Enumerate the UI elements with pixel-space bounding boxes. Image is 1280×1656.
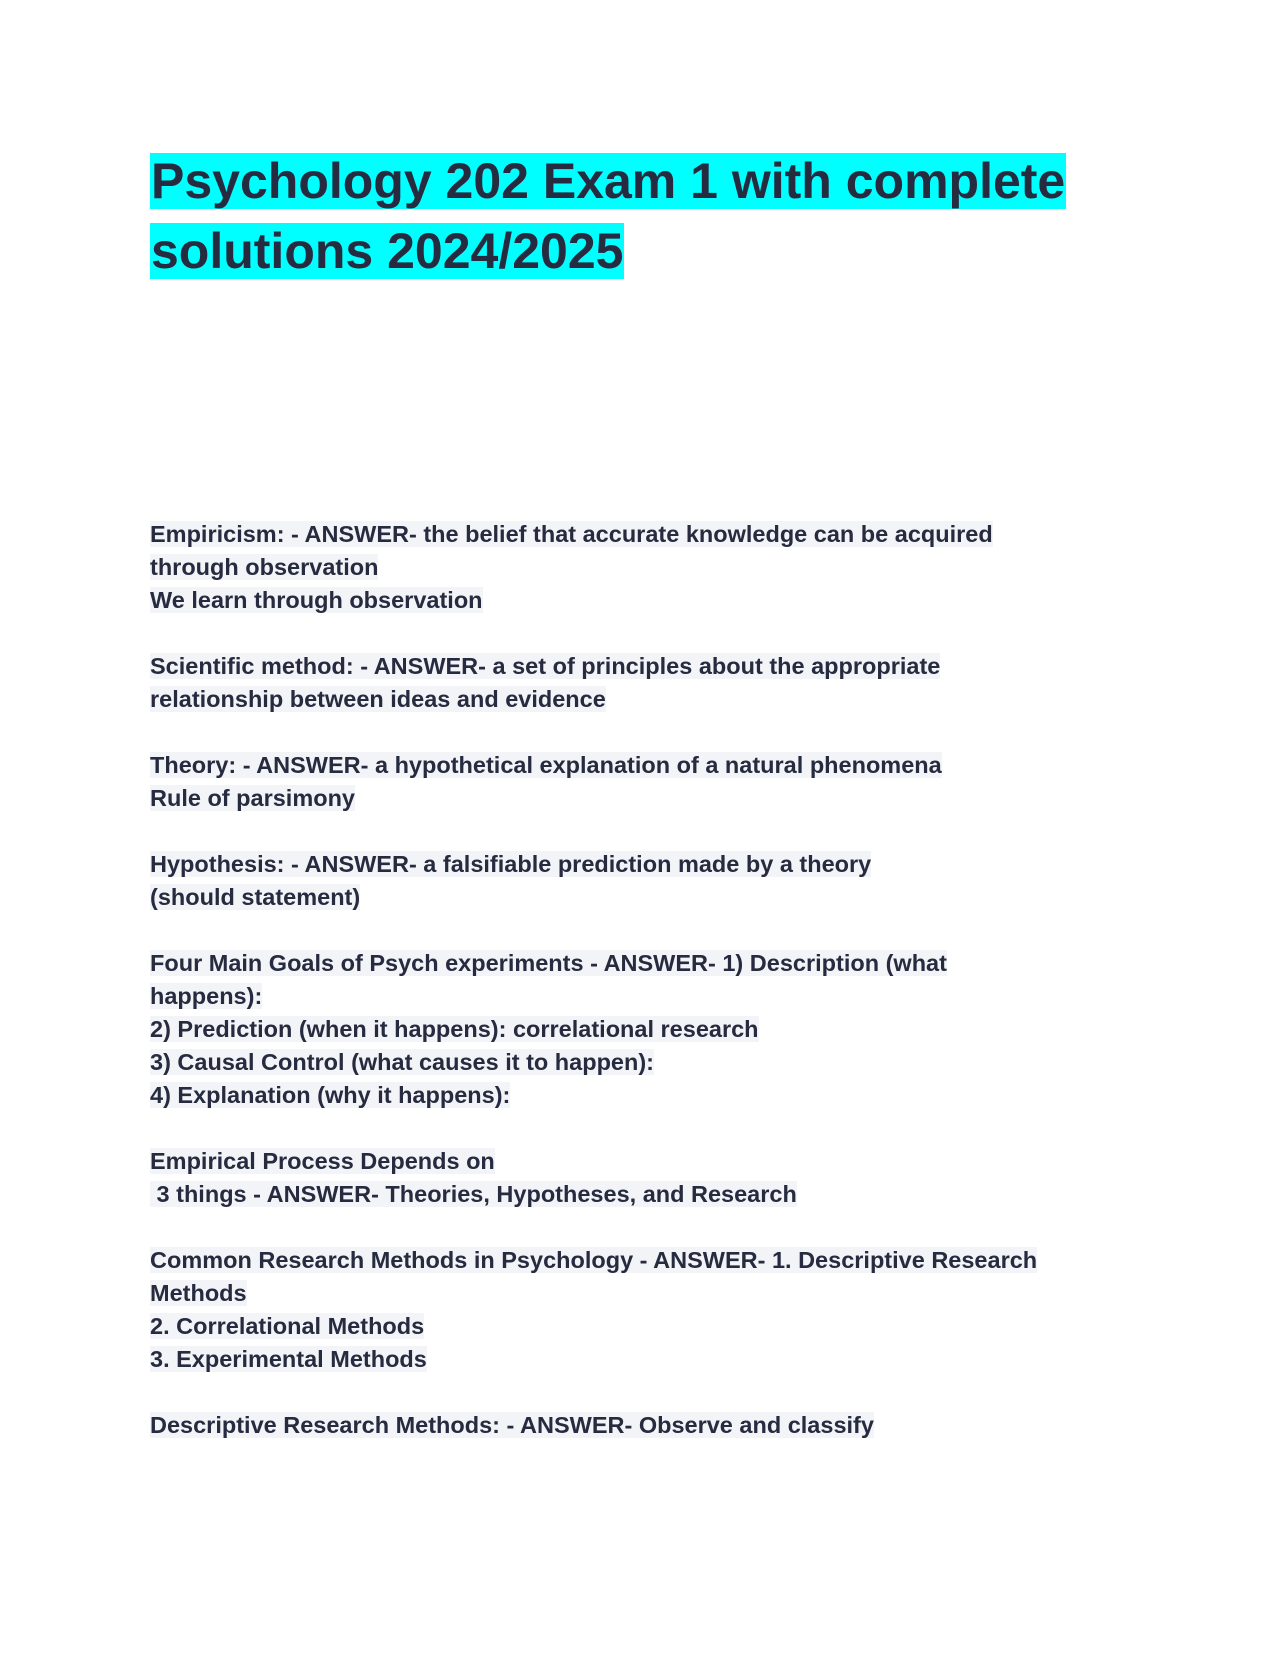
entry-line: Scientific method: - ANSWER- a set of principles about the appropriate <box>150 653 941 679</box>
entry-line: 3. Experimental Methods <box>150 1346 427 1372</box>
title-line-1: Psychology 202 Exam 1 with complete <box>151 153 1066 209</box>
entry-line: Common Research Methods in Psychology - ANSWER- 1. Descriptive Research <box>150 1247 1038 1273</box>
entry-line: Empiricism: - ANSWER- the belief that accurate knowledge can be acquired <box>150 521 993 547</box>
document-body <box>150 518 1130 1475</box>
entry-line: Descriptive Research Methods: - ANSWER- Observe and classify <box>150 1412 874 1438</box>
qa-entry-theory <box>150 749 1130 815</box>
entry-line: Theory: - ANSWER- a hypothetical explanation of a natural phenomena <box>150 752 942 778</box>
qa-entry-hypothesis <box>150 848 1130 914</box>
entry-line: Methods <box>150 1280 247 1306</box>
entry-line: Empirical Process Depends on <box>150 1148 495 1174</box>
qa-entry-empiricism <box>150 518 1130 617</box>
qa-entry-scientific-method <box>150 650 1130 716</box>
entry-line: 3 things - ANSWER- Theories, Hypotheses, and Research <box>150 1181 797 1207</box>
entry-line: 3) Causal Control (what causes it to happen): <box>150 1049 654 1075</box>
entry-line: Four Main Goals of Psych experiments - ANSWER- 1) Description (what <box>150 950 947 976</box>
entry-line: Rule of parsimony <box>150 785 356 811</box>
entry-line: relationship between ideas and evidence <box>150 686 606 712</box>
qa-entry-empirical-process <box>150 1145 1130 1211</box>
entry-line: 2. Correlational Methods <box>150 1313 425 1339</box>
document-title <box>150 146 1130 286</box>
entry-line: (should statement) <box>150 884 361 910</box>
entry-line: happens): <box>150 983 263 1009</box>
entry-line: through observation <box>150 554 379 580</box>
entry-line: Hypothesis: - ANSWER- a falsifiable prediction made by a theory <box>150 851 872 877</box>
title-line-2: solutions 2024/2025 <box>151 223 624 279</box>
qa-entry-common-research-methods <box>150 1244 1130 1376</box>
entry-line: 2) Prediction (when it happens): correlational research <box>150 1016 759 1042</box>
entry-line: We learn through observation <box>150 587 483 613</box>
qa-entry-four-main-goals <box>150 947 1130 1112</box>
entry-line: 4) Explanation (why it happens): <box>150 1082 511 1108</box>
qa-entry-descriptive-research-methods <box>150 1409 1130 1442</box>
